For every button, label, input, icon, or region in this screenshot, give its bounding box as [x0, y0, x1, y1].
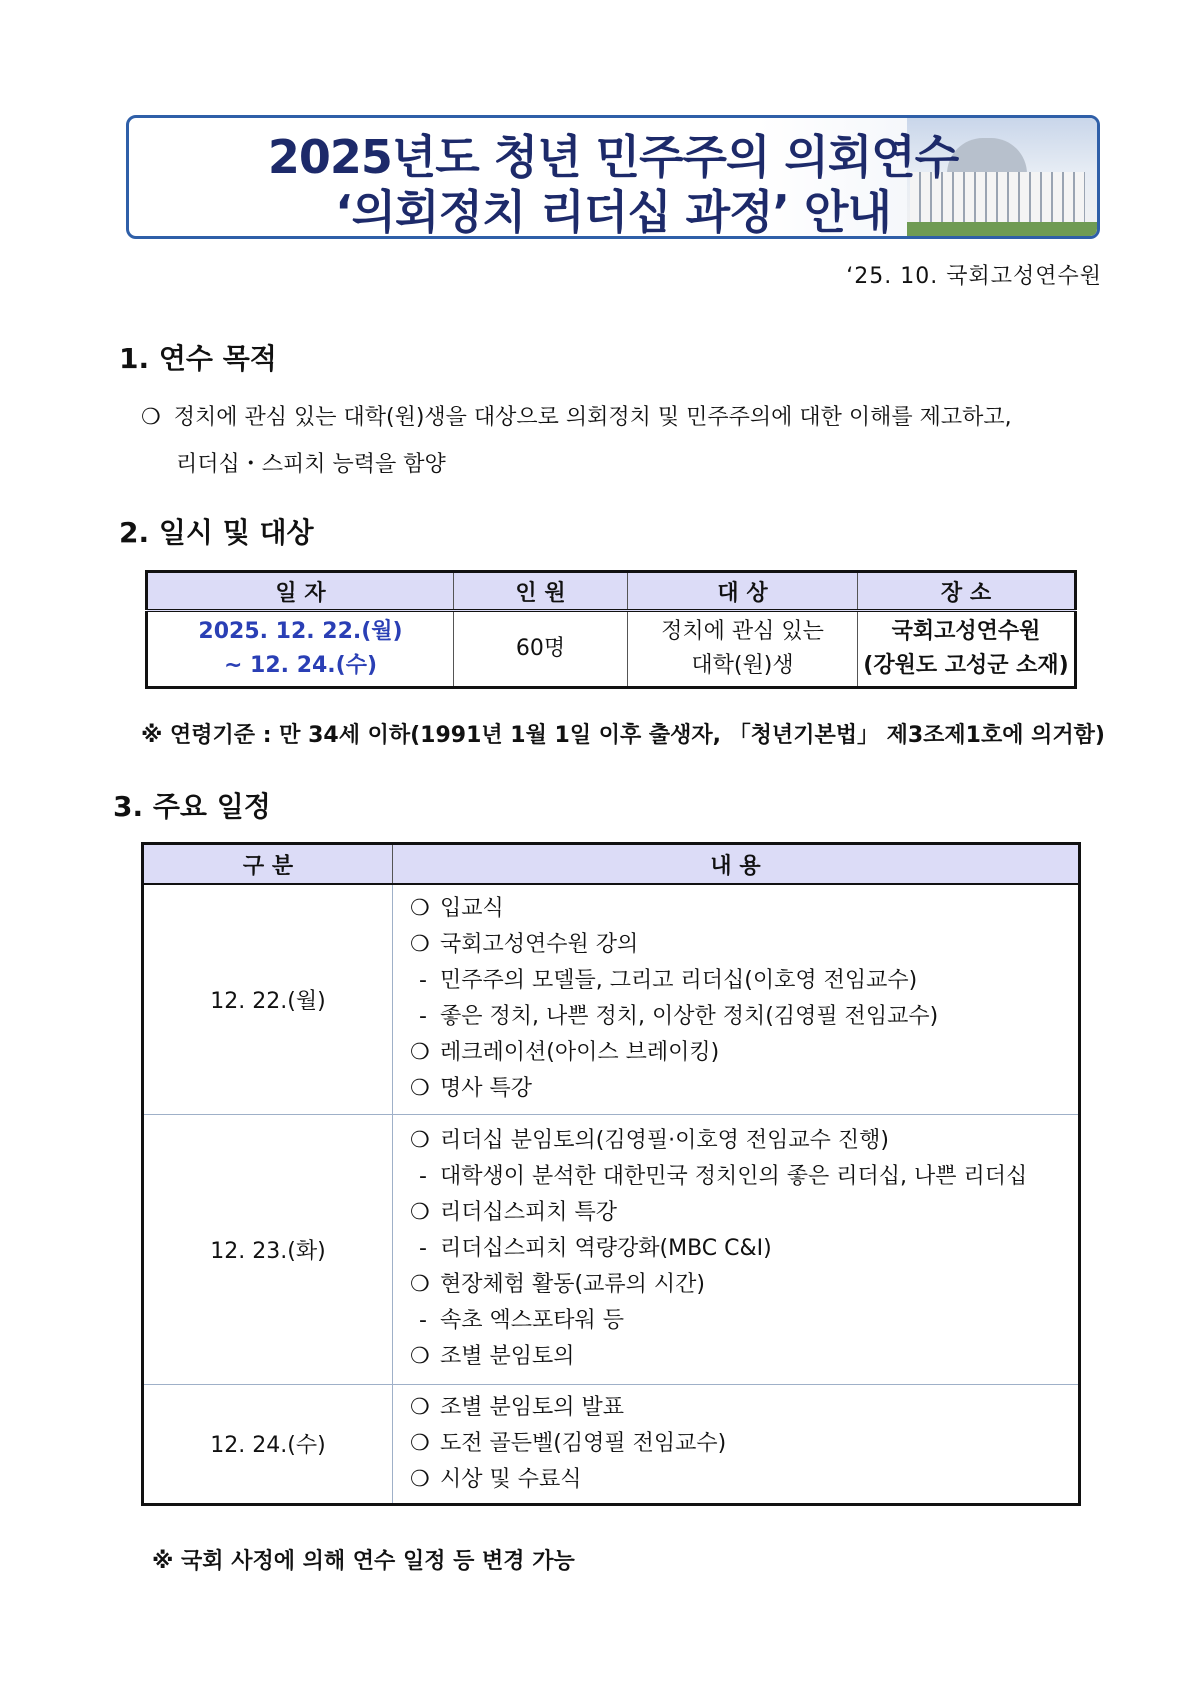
table-row	[143, 1384, 1080, 1504]
bullet-icon: ❍	[410, 1128, 430, 1153]
row-items	[393, 884, 1080, 1114]
age-note: ※ 연령기준 : 만 34세 이하(1991년 1월 1일 이후 출생자, 「청년기본법」 제3조제1호에 의거함)	[141, 723, 1105, 748]
list-subitem: - 민주주의 모델들, 그리고 리더십(이호영 전임교수)	[394, 963, 1077, 999]
list-subitem: - 대학생이 분석한 대한민국 정치인의 좋은 리더십, 나쁜 리더십	[394, 1159, 1077, 1195]
row-date: 12. 22.(월)	[143, 884, 393, 1114]
date-end: ~ 12. 24.(수)	[223, 653, 378, 678]
list-item: ❍ 조별 분임토의	[394, 1339, 1077, 1375]
bullet-icon: ❍	[141, 405, 161, 430]
bullet-icon: ❍	[410, 1344, 430, 1369]
change-note: ※ 국회 사정에 의해 연수 일정 등 변경 가능	[152, 1549, 575, 1574]
header-count: 인 원	[454, 572, 628, 611]
list-item: ❍ 리더십스피치 특강	[394, 1195, 1077, 1231]
section2-heading: 2. 일시 및 대상	[119, 516, 314, 549]
bullet-icon: ❍	[410, 1394, 430, 1420]
dash-icon: -	[419, 1308, 427, 1333]
place-line2: (강원도 고성군 소재)	[863, 653, 1069, 678]
dash-icon: -	[419, 1004, 427, 1030]
row-items	[393, 1114, 1080, 1384]
bullet-icon: ❍	[410, 1272, 430, 1297]
section1-line2: 리더십・스피치 능력을 함양	[176, 452, 446, 477]
dash-icon: -	[419, 1164, 427, 1189]
list-item: ❍ 도전 골든벨(김영필 전임교수)	[394, 1426, 1077, 1462]
main-schedule-table	[141, 842, 1081, 1506]
list-item: ❍ 국회고성연수원 강의	[394, 927, 1077, 963]
header-date: 일 자	[147, 572, 454, 611]
row-items	[393, 1384, 1080, 1504]
bullet-icon: ❍	[410, 1430, 430, 1456]
cell-count: 60명	[454, 611, 628, 688]
table-row	[143, 884, 1080, 1114]
issue-date: ‘25. 10. 국회고성연수원	[846, 264, 1102, 289]
list-subitem: - 좋은 정치, 나쁜 정치, 이상한 정치(김영필 전임교수)	[394, 999, 1077, 1035]
bullet-icon: ❍	[410, 932, 430, 958]
target-line2: 대학(원)생	[691, 653, 794, 678]
header-content: 내 용	[393, 844, 1080, 885]
date-start: 2025. 12. 22.(월)	[198, 619, 403, 644]
schedule-summary-table	[145, 570, 1077, 689]
list-subitem: - 속초 엑스포타워 등	[394, 1303, 1077, 1339]
row-date: 12. 24.(수)	[143, 1384, 393, 1504]
title-line-1: 2025년도 청년 민주주의 의회연수	[267, 130, 959, 184]
dash-icon: -	[419, 1236, 427, 1261]
list-item: ❍ 조별 분임토의 발표	[394, 1390, 1077, 1426]
bullet-icon: ❍	[410, 896, 430, 922]
bullet-icon: ❍	[410, 1200, 430, 1225]
section3-heading: 3. 주요 일정	[113, 790, 271, 823]
list-item: ❍ 리더십 분임토의(김영필·이호영 전임교수 진행)	[394, 1123, 1077, 1159]
cell-target	[628, 611, 858, 688]
section1-text1: 정치에 관심 있는 대학(원)생을 대상으로 의회정치 및 민주주의에 대한 이해를 제고하고,	[173, 405, 1012, 430]
header-category: 구 분	[143, 844, 393, 885]
cell-place	[858, 611, 1076, 688]
list-item: ❍ 입교식	[394, 891, 1077, 927]
title-line-2: ‘의회정치 리더십 과정’ 안내	[335, 185, 891, 239]
bullet-icon: ❍	[410, 1076, 430, 1102]
cell-date	[147, 611, 454, 688]
section1-line1	[141, 400, 1012, 431]
list-item: ❍ 현장체험 활동(교류의 시간)	[394, 1267, 1077, 1303]
list-item: ❍ 명사 특강	[394, 1071, 1077, 1107]
header-target: 대 상	[628, 572, 858, 611]
dash-icon: -	[419, 968, 427, 994]
target-line1: 정치에 관심 있는	[661, 619, 824, 644]
title-banner	[126, 115, 1100, 239]
table-row	[143, 1114, 1080, 1384]
list-item: ❍ 시상 및 수료식	[394, 1462, 1077, 1498]
bullet-icon: ❍	[410, 1040, 430, 1066]
list-item: ❍ 레크레이션(아이스 브레이킹)	[394, 1035, 1077, 1071]
section1-heading: 1. 연수 목적	[119, 342, 277, 375]
header-place: 장 소	[858, 572, 1076, 611]
bullet-icon: ❍	[410, 1466, 430, 1492]
place-line1: 국회고성연수원	[891, 619, 1041, 644]
row-date: 12. 23.(화)	[143, 1114, 393, 1384]
list-subitem: - 리더십스피치 역량강화(MBC C&I)	[394, 1231, 1077, 1267]
